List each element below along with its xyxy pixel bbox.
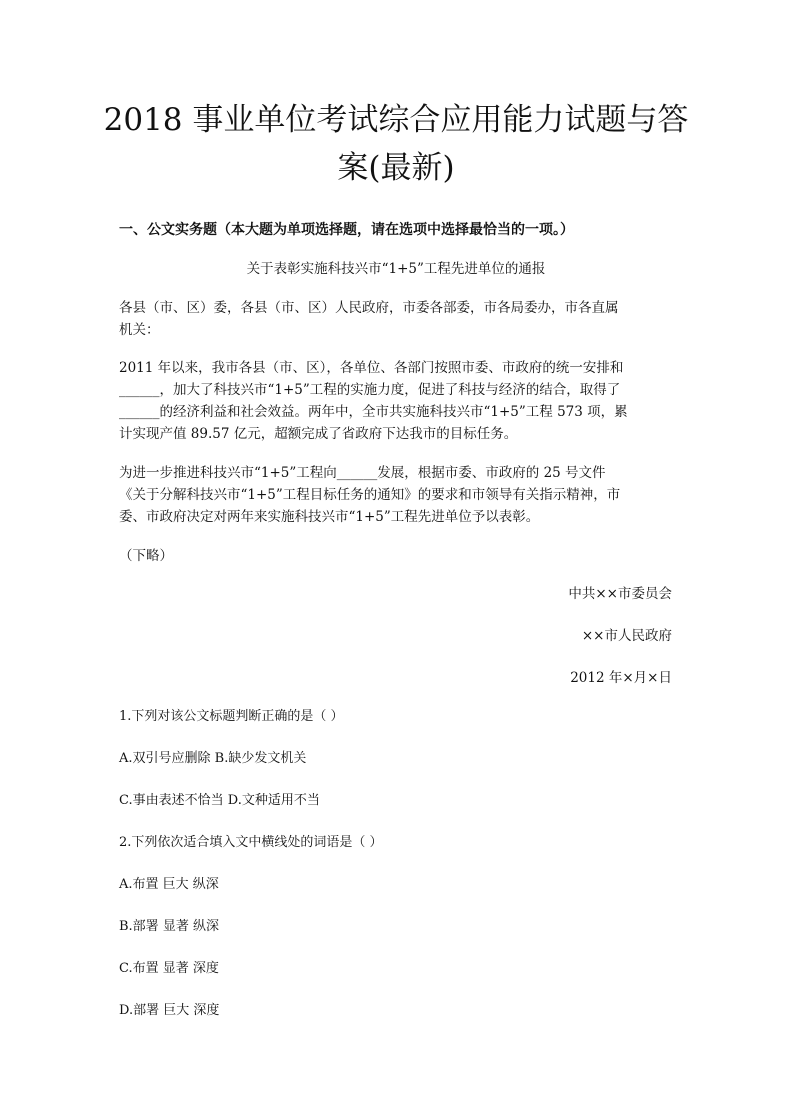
question-1-stem: 1.下列对该公文标题判断正确的是（ ） — [119, 709, 344, 724]
body-paragraph-2 — [119, 462, 673, 528]
signature-party-committee: 中共××市委员会 — [568, 586, 672, 602]
question-2-option-d: D.部署 巨大 深度 — [119, 1003, 220, 1018]
question-2-option-a: A.布置 巨大 纵深 — [119, 877, 219, 892]
section-heading: 一、公文实务题（本大题为单项选择题，请在选项中选择最恰当的一项。） — [119, 222, 574, 238]
page-title — [100, 96, 692, 192]
body-paragraph-1 — [119, 357, 673, 445]
paragraph-line: 2011 年以来，我市各县（市、区），各单位、各部门按照市委、市政府的统一安排和 — [119, 360, 624, 376]
salutation-line: 各县（市、区）委，各县（市、区）人民政府，市委各部委，市各局委办，市各直属 — [119, 300, 619, 316]
page-title-line-1: 2018 事业单位考试综合应用能力试题与答 — [103, 102, 689, 138]
notice-heading: 关于表彰实施科技兴市“1+5”工程先进单位的通报 — [246, 261, 546, 277]
question-2-option-b: B.部署 显著 纵深 — [119, 919, 219, 934]
paragraph-line: 为进一步推进科技兴市“1+5”工程向______发展，根据市委、市政府的 25 号文件 — [119, 465, 606, 481]
paragraph-line: 计实现产值 89.57 亿元，超额完成了省政府下达我市的目标任务。 — [119, 426, 518, 442]
question-1-option-row: C.事由表述不恰当 D.文种适用不当 — [119, 793, 320, 808]
paragraph-line: ______的经济利益和社会效益。两年中，全市共实施科技兴市“1+5”工程 573 项，累 — [119, 404, 628, 420]
question-2-option-c: C.布置 显著 深度 — [119, 961, 219, 976]
signature-government: ××市人民政府 — [581, 628, 672, 644]
paragraph-line: ______，加大了科技兴市“1+5”工程的实施力度，促进了科技与经济的结合，取得了 — [119, 382, 621, 398]
question-1-option-row: A.双引号应删除 B.缺少发文机关 — [119, 751, 307, 766]
document-date: 2012 年×月×日 — [570, 670, 672, 686]
salutation — [119, 297, 673, 341]
omitted-note: （下略） — [119, 548, 173, 564]
salutation-line: 机关： — [119, 322, 160, 338]
question-2-stem: 2.下列依次适合填入文中横线处的词语是（ ） — [119, 835, 383, 850]
paragraph-line: 委、市政府决定对两年来实施科技兴市“1+5”工程先进单位予以表彰。 — [119, 509, 540, 525]
paragraph-line: 《关于分解科技兴市“1+5”工程目标任务的通知》的要求和市领导有关指示精神，市 — [119, 487, 621, 503]
page-title-line-2: 案(最新) — [337, 150, 455, 186]
